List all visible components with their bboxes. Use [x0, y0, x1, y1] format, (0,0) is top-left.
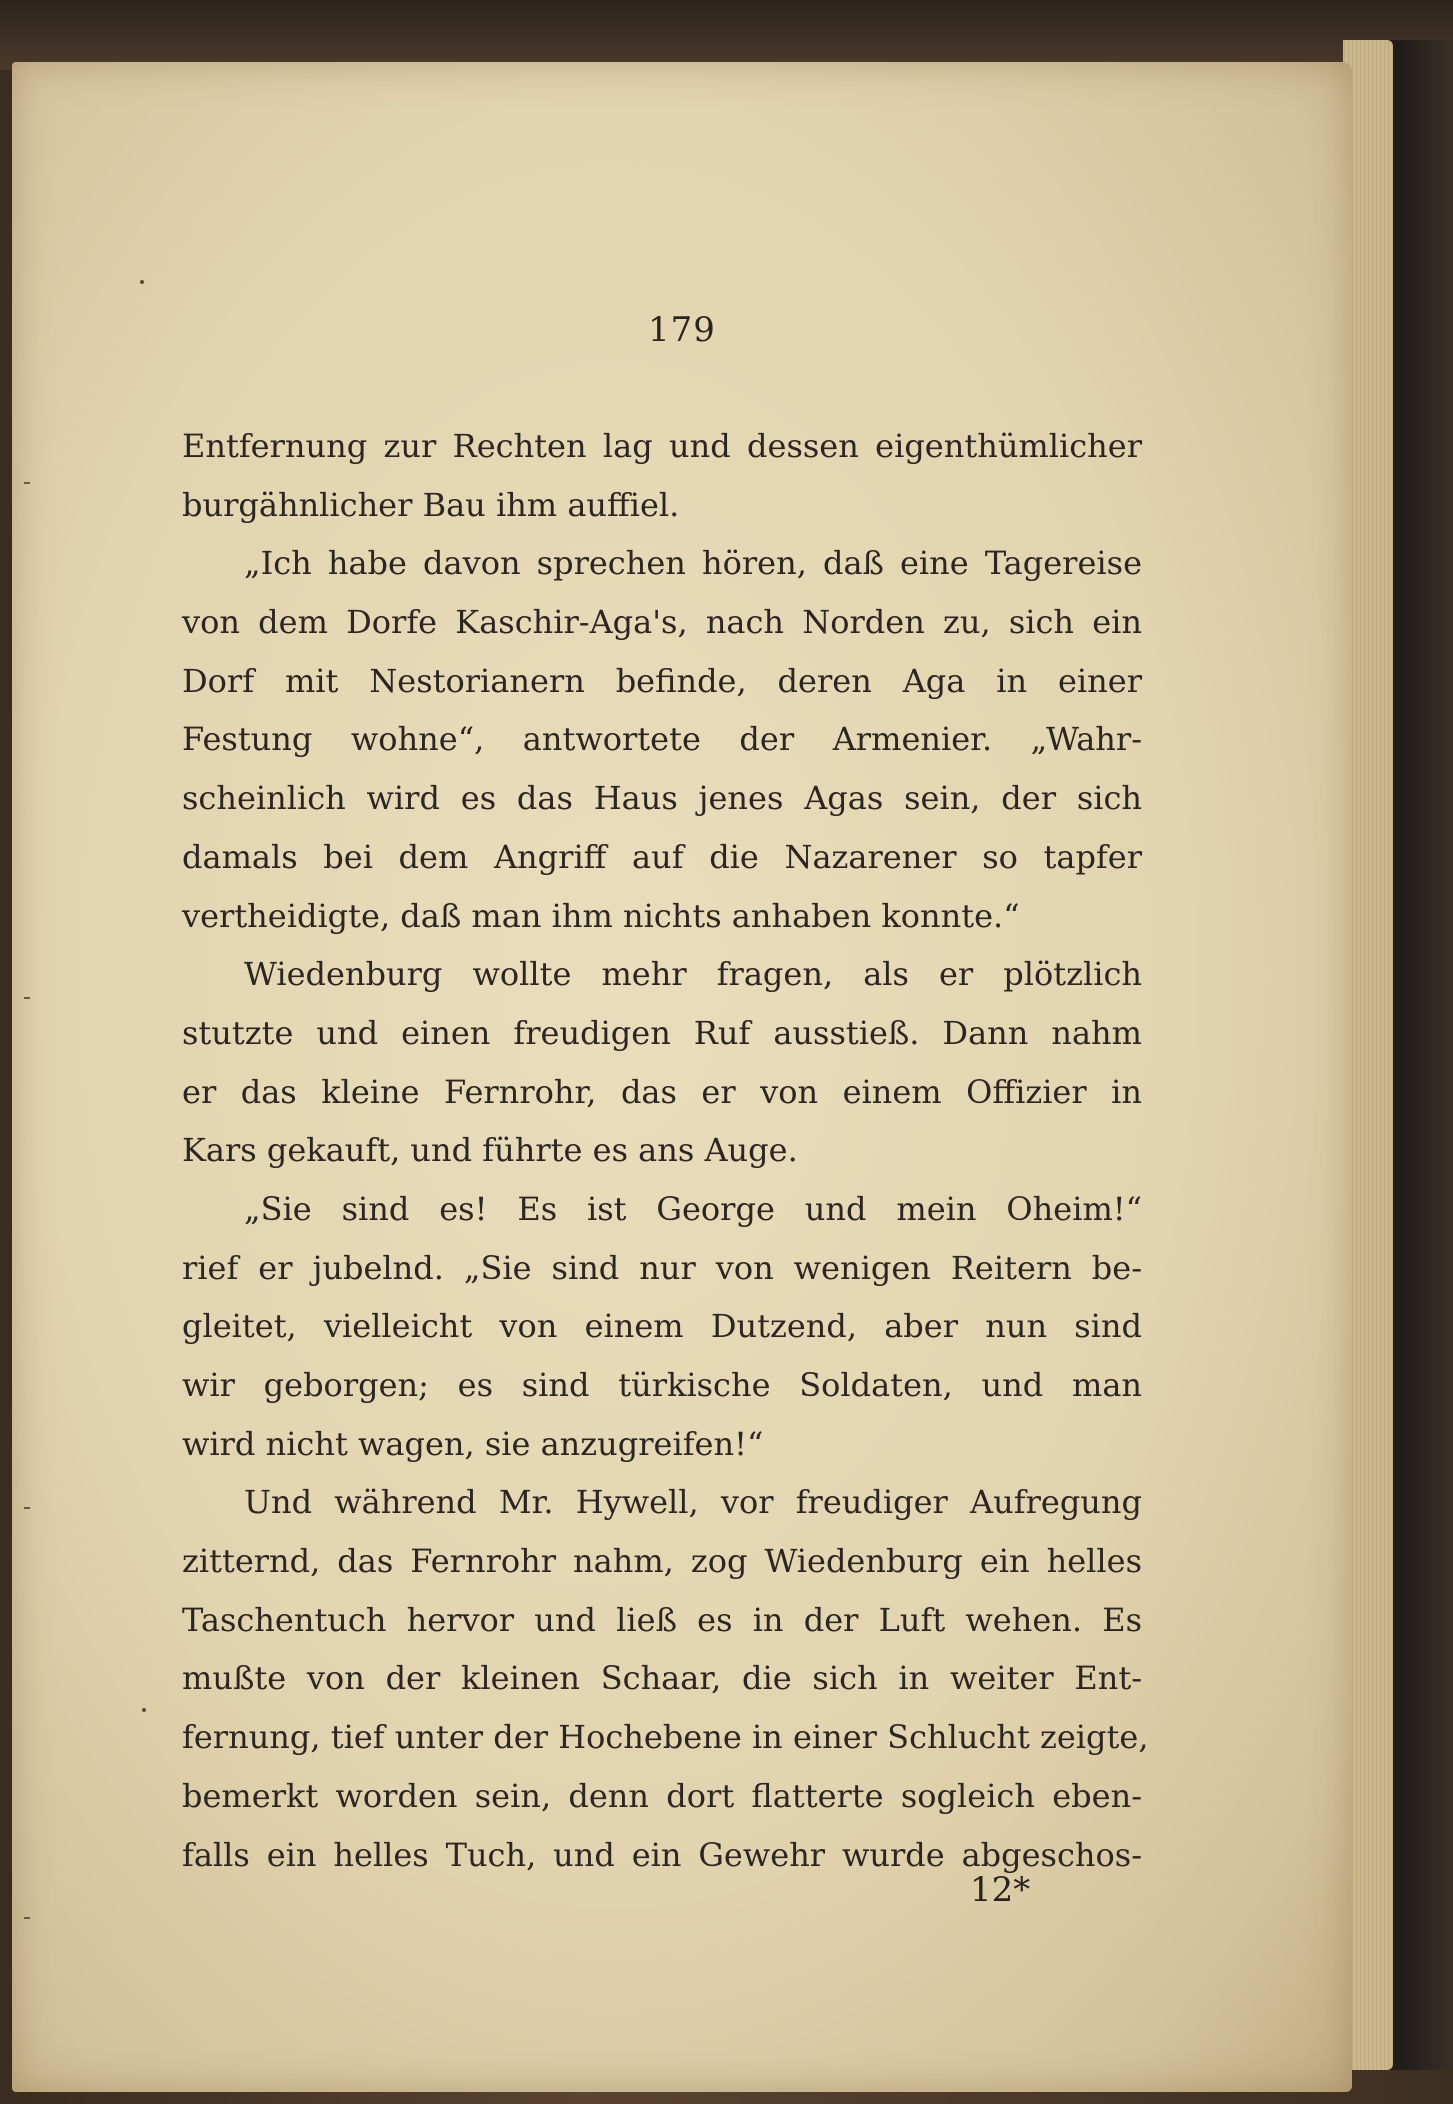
paragraph — [182, 1180, 1142, 1473]
text-line: stutzte und einen freudigen Ruf ausstieß. Dann nahm — [182, 1013, 1142, 1052]
text-line: falls ein helles Tuch, und ein Gewehr wurde abgeschos- — [182, 1835, 1142, 1874]
text-line: Entfernung zur Rechten lag und dessen eigenthümlicher — [182, 427, 1142, 465]
text-line: fernung, tief unter der Hochebene in einer Schlucht zeigte, — [182, 1718, 1149, 1757]
text-line: burgähnlicher Bau ihm auffiel. — [182, 485, 680, 524]
text-line: wir geborgen; es sind türkische Soldaten, und man — [182, 1366, 1142, 1404]
text-line: „Sie sind es! Es ist George und mein Oheim!“ — [244, 1189, 1142, 1228]
page-number: 179 — [648, 310, 716, 350]
book-cover-top-edge — [0, 0, 1453, 70]
book-page — [12, 62, 1352, 2092]
text-line: mußte von der kleinen Schaar, die sich in weiter Ent- — [182, 1659, 1142, 1698]
paragraph — [182, 417, 1142, 534]
text-line: vertheidigte, daß man ihm nichts anhaben konnte.“ — [182, 896, 1020, 935]
margin-tick-mark — [24, 1917, 30, 1919]
text-line: Dorf mit Nestorianern befinde, deren Aga in einer — [182, 661, 1142, 700]
text-line: wird nicht wagen, sie anzugreifen!“ — [182, 1424, 764, 1463]
text-line: bemerkt worden sein, denn dort flatterte sogleich eben- — [182, 1776, 1142, 1815]
printer-signature-mark: 12* — [970, 1870, 1031, 1910]
margin-dot-mark — [140, 280, 144, 284]
margin-tick-mark — [24, 997, 30, 999]
paragraph — [182, 534, 1142, 945]
text-line: Taschentuch hervor und ließ es in der Luft wehen. Es — [182, 1600, 1142, 1639]
text-line: Wiedenburg wollte mehr fragen, als er plötzlich — [244, 955, 1142, 994]
page-text — [182, 417, 1149, 1884]
margin-dot-mark — [142, 1708, 146, 1712]
margin-tick-mark — [24, 482, 30, 484]
text-line: damals bei dem Angriff auf die Nazarener so tapfer — [182, 837, 1142, 876]
text-line: Festung wohne“, antwortete der Armenier. „Wahr- — [182, 720, 1142, 759]
paragraph — [182, 945, 1142, 1180]
margin-tick-mark — [24, 1507, 30, 1509]
text-line: gleitet, vielleicht von einem Dutzend, aber nun sind — [182, 1307, 1142, 1346]
text-line: zitternd, das Fernrohr nahm, zog Wiedenburg ein helles — [182, 1542, 1142, 1581]
text-line: Kars gekauft, und führte es ans Auge. — [182, 1131, 798, 1170]
text-line: rief er jubelnd. „Sie sind nur von wenigen Reitern be- — [182, 1248, 1142, 1287]
text-line: er das kleine Fernrohr, das er von einem Offizier in — [182, 1072, 1142, 1111]
text-line: „Ich habe davon sprechen hören, daß eine Tagereise — [244, 544, 1142, 583]
paragraph — [182, 1473, 1149, 1884]
text-line: von dem Dorfe Kaschir-Aga's, nach Norden zu, sich ein — [182, 603, 1142, 642]
text-line: scheinlich wird es das Haus jenes Agas sein, der sich — [182, 779, 1142, 818]
text-line: Und während Mr. Hywell, vor freudiger Aufregung — [244, 1483, 1142, 1522]
